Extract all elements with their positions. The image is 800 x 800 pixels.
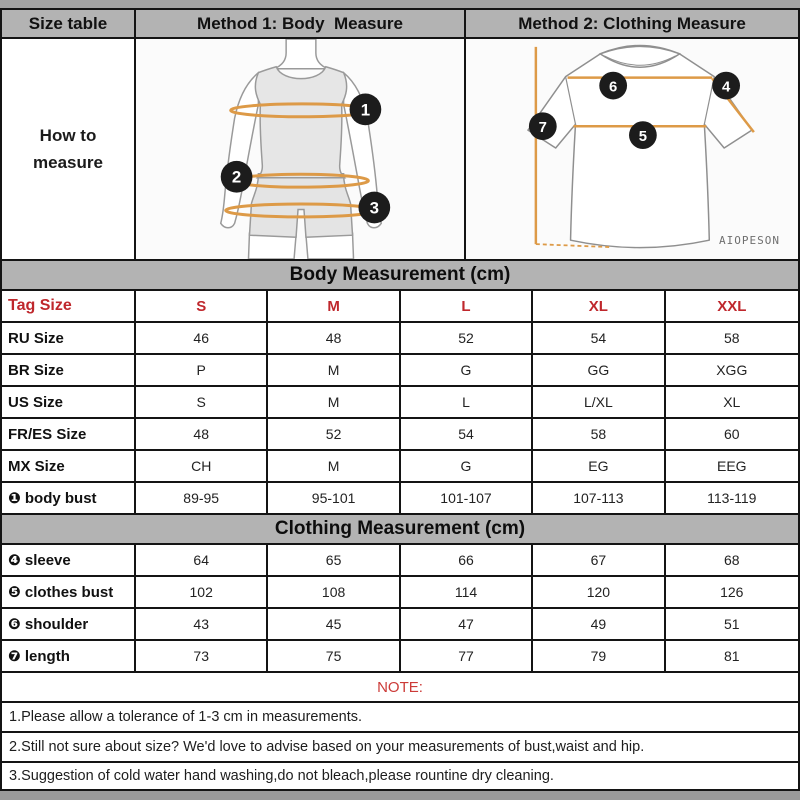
illustration-row — [2, 39, 798, 261]
row-label: MX Size — [2, 451, 136, 481]
marker-6-icon — [599, 72, 627, 100]
row-label: US Size — [2, 387, 136, 417]
svg-text:4: 4 — [722, 79, 731, 96]
how-to-measure-label: How to measure — [2, 39, 136, 259]
row-label: ❶ body bust — [2, 483, 136, 513]
cell-value: G — [401, 355, 533, 385]
cell-value: M — [268, 355, 400, 385]
cell-value: 95-101 — [268, 483, 400, 513]
table-row-shoulder — [2, 609, 798, 641]
cell-value: 101-107 — [401, 483, 533, 513]
table-row-fres-size — [2, 419, 798, 451]
cell-value: 108 — [268, 577, 400, 607]
cell-value: 114 — [401, 577, 533, 607]
cell-value: 52 — [268, 419, 400, 449]
header-row — [2, 10, 798, 39]
marker-3-icon — [358, 192, 390, 224]
cell-value: XGG — [666, 355, 798, 385]
table-row-tag-size — [2, 291, 798, 323]
bottom-edge-strip — [0, 791, 800, 800]
cell-value: 54 — [533, 323, 665, 353]
cell-value: 113-119 — [666, 483, 798, 513]
marker-2-icon — [221, 161, 253, 193]
cell-value: L/XL — [533, 387, 665, 417]
svg-text:7: 7 — [538, 120, 547, 137]
svg-text:2: 2 — [231, 167, 242, 187]
clothing-measurement-title: Clothing Measurement (cm) — [2, 515, 798, 545]
cell-value: 102 — [136, 577, 268, 607]
table-row-clothes-bust — [2, 577, 798, 609]
neck — [274, 39, 328, 69]
cell-value: XL — [666, 387, 798, 417]
row-label: ❼ length — [2, 641, 136, 671]
top-edge-strip — [0, 0, 800, 8]
brand-watermark: AIOPESON — [719, 234, 780, 247]
row-label: Tag Size — [2, 291, 136, 321]
body-figure-icon — [136, 39, 466, 259]
table-row-mx-size — [2, 451, 798, 483]
cell-value: 120 — [533, 577, 665, 607]
cell-value: 46 — [136, 323, 268, 353]
table-row-us-size — [2, 387, 798, 419]
marker-4-icon — [712, 72, 740, 100]
svg-text:6: 6 — [609, 79, 618, 96]
method2-title: Method 2: Clothing Measure — [466, 10, 798, 37]
cell-value: 107-113 — [533, 483, 665, 513]
cell-value: EG — [533, 451, 665, 481]
note-item-2: 2.Still not sure about size? We'd love to advise based on your measurements of bust,waist and hip. — [2, 733, 798, 763]
size-col-xxl: XXL — [666, 291, 798, 321]
note-item-3: 3.Suggestion of cold water hand washing,do not bleach,please rountine dry cleaning. — [2, 763, 798, 789]
cell-value: 48 — [268, 323, 400, 353]
cell-value: 75 — [268, 641, 400, 671]
row-label: BR Size — [2, 355, 136, 385]
marker-1-icon — [350, 94, 382, 126]
cell-value: 47 — [401, 609, 533, 639]
cell-value: 45 — [268, 609, 400, 639]
cell-value: CH — [136, 451, 268, 481]
row-label: ❻ shoulder — [2, 609, 136, 639]
size-col-s: S — [136, 291, 268, 321]
cell-value: M — [268, 451, 400, 481]
table-row-body-bust — [2, 483, 798, 515]
table-row-ru-size — [2, 323, 798, 355]
row-label: RU Size — [2, 323, 136, 353]
cell-value: 43 — [136, 609, 268, 639]
row-label: FR/ES Size — [2, 419, 136, 449]
size-col-xl: XL — [533, 291, 665, 321]
body-measurement-table — [2, 291, 798, 515]
table-row-br-size — [2, 355, 798, 387]
cell-value: 48 — [136, 419, 268, 449]
cell-value: 49 — [533, 609, 665, 639]
cell-value: 68 — [666, 545, 798, 575]
cell-value: 60 — [666, 419, 798, 449]
cell-value: M — [268, 387, 400, 417]
cell-value: 73 — [136, 641, 268, 671]
body-measure-illustration — [136, 39, 466, 259]
body-measurement-title: Body Measurement (cm) — [2, 261, 798, 291]
cell-value: 126 — [666, 577, 798, 607]
cell-value: 51 — [666, 609, 798, 639]
size-table-title: Size table — [2, 10, 136, 37]
cell-value: 64 — [136, 545, 268, 575]
tshirt-figure-icon — [466, 39, 796, 259]
svg-text:1: 1 — [360, 100, 371, 120]
svg-text:5: 5 — [638, 129, 648, 146]
table-row-sleeve — [2, 545, 798, 577]
cell-value: 58 — [666, 323, 798, 353]
svg-text:3: 3 — [369, 198, 380, 218]
size-col-m: M — [268, 291, 400, 321]
row-label: ❹ sleeve — [2, 545, 136, 575]
cell-value: S — [136, 387, 268, 417]
cell-value: 81 — [666, 641, 798, 671]
cell-value: L — [401, 387, 533, 417]
size-col-l: L — [401, 291, 533, 321]
cell-value: 77 — [401, 641, 533, 671]
method1-title: Method 1: Body Measure — [136, 10, 466, 37]
size-table-frame — [0, 8, 800, 791]
cell-value: 66 — [401, 545, 533, 575]
note-title: NOTE: — [2, 673, 798, 703]
cell-value: 67 — [533, 545, 665, 575]
cell-value: 58 — [533, 419, 665, 449]
cell-value: 54 — [401, 419, 533, 449]
cell-value: EEG — [666, 451, 798, 481]
note-item-1: 1.Please allow a tolerance of 1-3 cm in measurements. — [2, 703, 798, 733]
cell-value: G — [401, 451, 533, 481]
clothing-measurement-table — [2, 545, 798, 673]
cell-value: 52 — [401, 323, 533, 353]
table-row-length — [2, 641, 798, 673]
row-label: ❺ clothes bust — [2, 577, 136, 607]
marker-5-icon — [629, 121, 657, 149]
tank-top — [255, 67, 346, 178]
marker-7-icon — [529, 112, 557, 140]
cell-value: 89-95 — [136, 483, 268, 513]
cell-value: P — [136, 355, 268, 385]
cell-value: GG — [533, 355, 665, 385]
clothing-measure-illustration — [466, 39, 798, 259]
cell-value: 79 — [533, 641, 665, 671]
cell-value: 65 — [268, 545, 400, 575]
